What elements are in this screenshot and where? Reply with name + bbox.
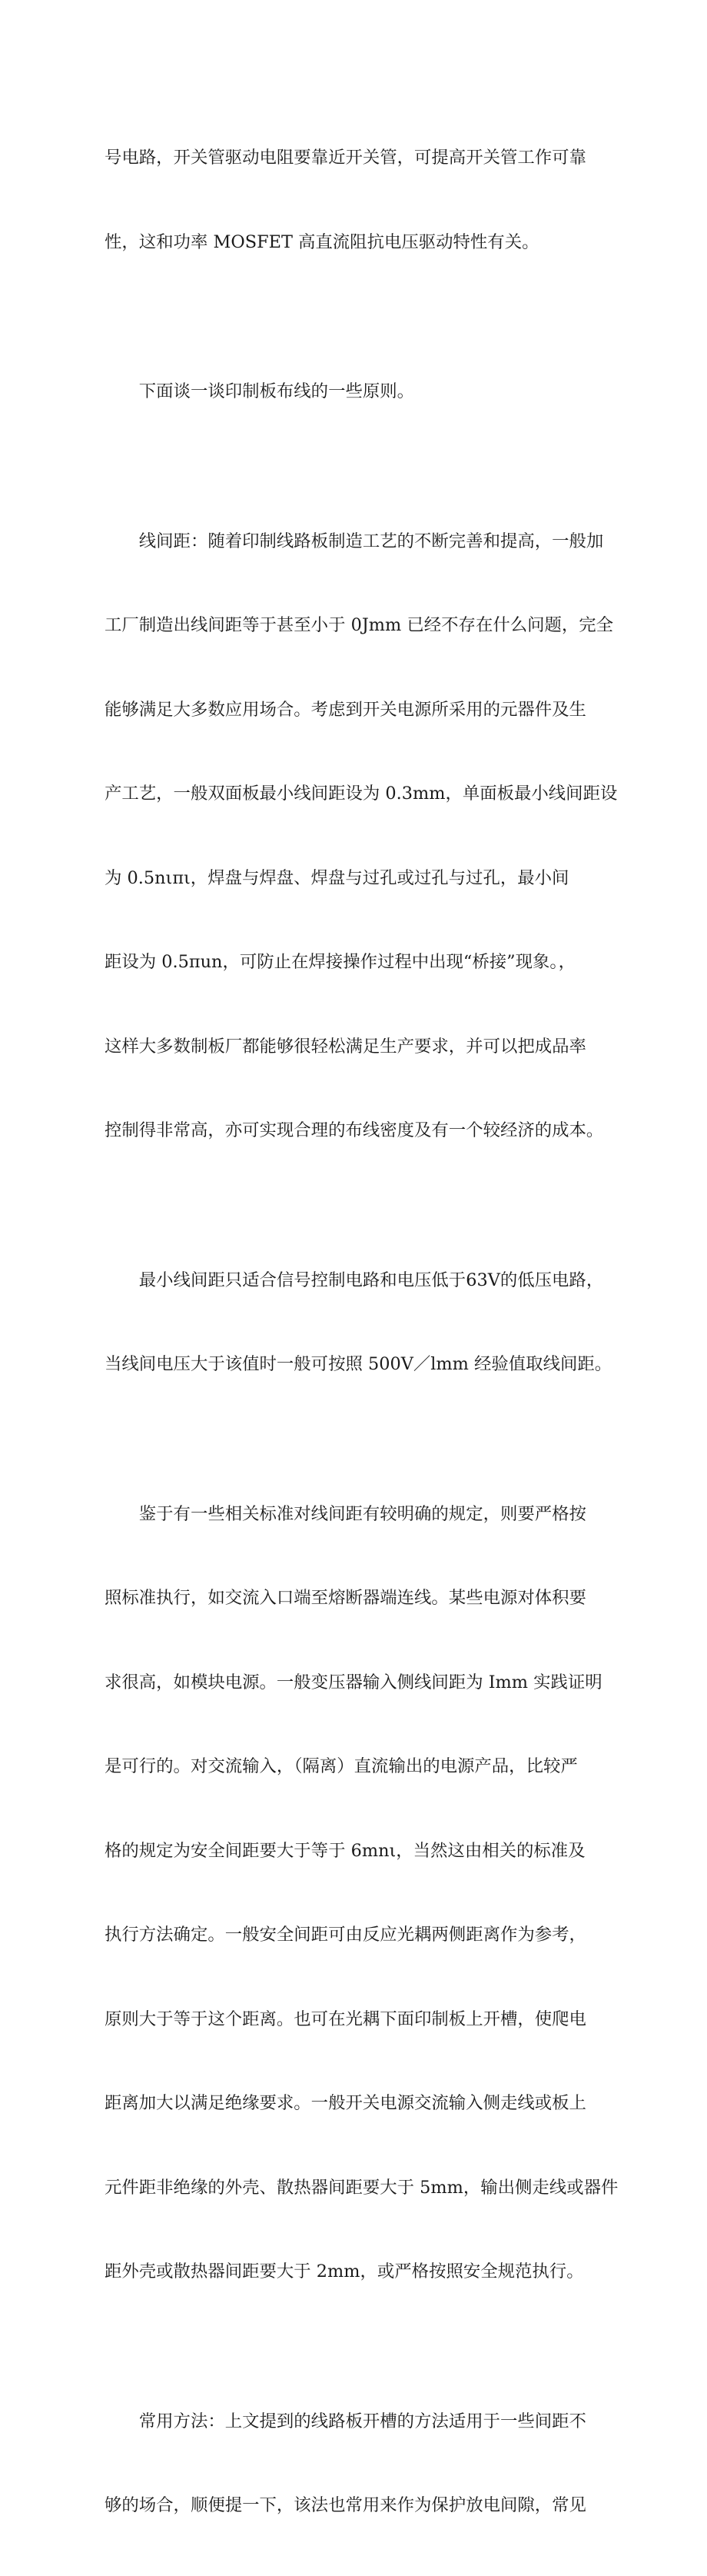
text-line: 执行方法确定。一般安全间距可由反应光耦两侧距离作为参考， xyxy=(105,1925,586,1945)
paragraph-common-method xyxy=(105,2351,612,2576)
text-line: 线间距：随着印制线路板制造工艺的不断完善和提高，一般加 xyxy=(105,531,604,551)
text-line: 元件距非绝缘的外壳、散热器间距要大于 5mm，输出侧走线或器件 xyxy=(105,2177,619,2198)
text-line: 鉴于有一些相关标准对线间距有较明确的规定，则要严格按 xyxy=(105,1503,586,1524)
text-line: 最小线间距只适合信号控制电路和电压低于63V的低压电路， xyxy=(105,1270,604,1290)
text-line: 当线间电压大于该值时一般可按照 500V／lmm 经验值取线间距。 xyxy=(105,1354,612,1374)
paragraph-safety-spacing xyxy=(105,1444,619,2342)
text-line: 这样大多数制板厂都能够很轻松满足生产要求，并可以把成品率 xyxy=(105,1036,586,1057)
text-line: 能够满足大多数应用场合。考虑到开关电源所采用的元器件及生 xyxy=(105,699,586,720)
text-line: 产工艺，一般双面板最小线间距设为 0.3mm，单面板最小线间距设 xyxy=(105,784,618,804)
document-body xyxy=(105,88,619,2576)
text-line: 号电路，开关管驱动电阻要靠近开关管，可提高开关管工作可靠 xyxy=(105,148,586,168)
text-line: 求很高，如模块电源。一般变压器输入侧线间距为 Imm 实践证明 xyxy=(105,1672,602,1692)
text-line: 性，这和功率 MOSFET 高直流阻抗电压驱动特性有关。 xyxy=(105,231,539,252)
text-line: 够的场合，顺便提一下，该法也常用来作为保护放电间隙，常见 xyxy=(105,2495,586,2515)
paragraph-line-spacing xyxy=(105,471,618,1201)
text-line: 是可行的。对交流输入，（隔离）直流输出的电源产品，比较严 xyxy=(105,1756,578,1776)
text-line: 距外壳或散热器间距要大于 2mm，或严格按照安全规范执行。 xyxy=(105,2261,584,2281)
text-line: 控制得非常高，亦可实现合理的布线密度及有一个较经济的成本。 xyxy=(105,1120,604,1140)
text-line: 为 0.5nιπι，焊盘与焊盘、焊盘与过孔或过孔与过孔，最小间 xyxy=(105,867,569,888)
text-line: 距离加大以满足绝缘要求。一般开关电源交流输入侧走线或板上 xyxy=(105,2093,586,2113)
text-line: 下面谈一谈印制板布线的一些原则。 xyxy=(105,381,415,401)
text-line: 格的规定为安全间距要大于等于 6mnι，当然这由相关的标准及 xyxy=(105,1840,586,1861)
text-line: 距设为 0.5πun，可防止在焊接操作过程中出现“桥接”现象。， xyxy=(105,952,576,972)
paragraph-low-voltage xyxy=(105,1210,612,1435)
text-line: 原则大于等于这个距离。也可在光耦下面印制板上开槽，使爬电 xyxy=(105,2009,586,2029)
paragraph-layout-intro xyxy=(105,321,612,462)
paragraph-gate-driver xyxy=(105,88,612,312)
text-line: 工厂制造出线间距等于甚至小于 0Jmm 已经不存在什么问题，完全 xyxy=(105,615,614,635)
text-line: 常用方法：上文提到的线路板开槽的方法适用于一些间距不 xyxy=(105,2411,586,2431)
text-line: 照标准执行，如交流入口端至熔断器端连线。某些电源对体积要 xyxy=(105,1588,586,1608)
